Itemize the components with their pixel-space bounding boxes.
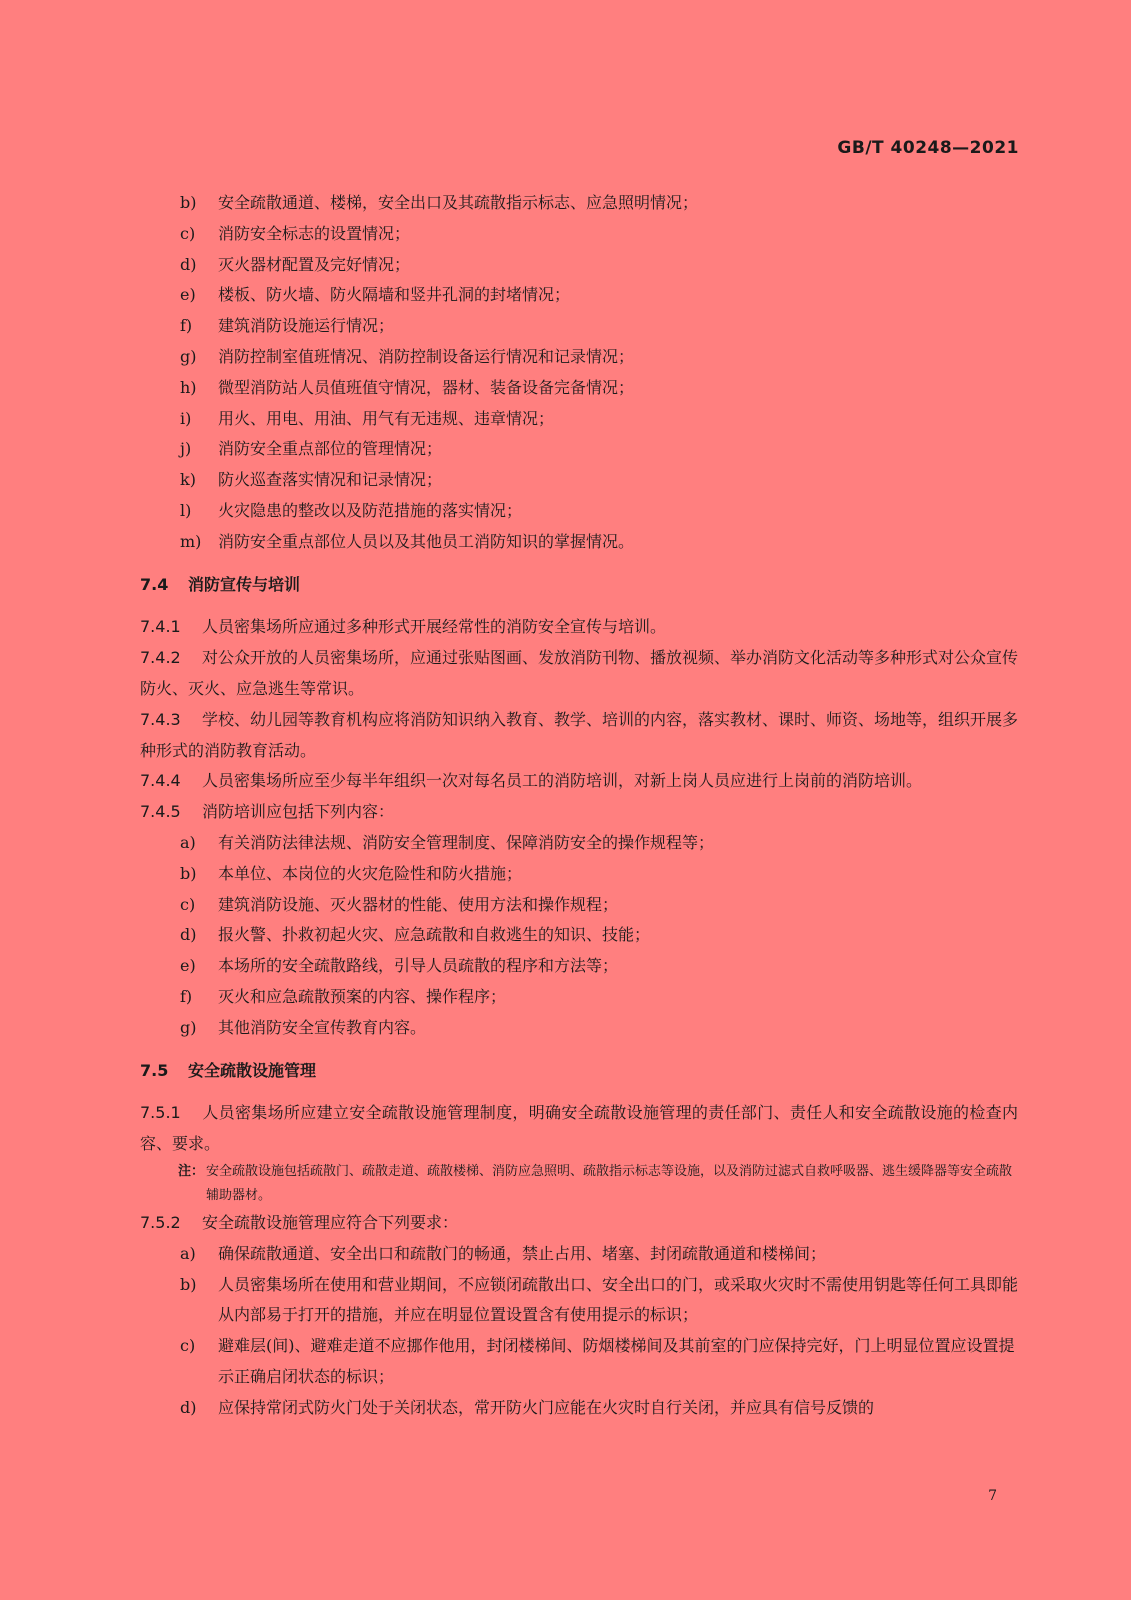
clause-7-5-2 (140, 1208, 1018, 1239)
list-text: 确保疏散通道、安全出口和疏散门的畅通，禁止占用、堵塞、封闭疏散通道和楼梯间； (218, 1243, 827, 1263)
list-item (140, 890, 1018, 921)
list-text: 报火警、扑救初起火灾、应急疏散和自救逃生的知识、技能； (218, 925, 651, 945)
list-item (140, 1331, 1018, 1393)
list-marker: a) (180, 1243, 196, 1263)
list-text: 建筑消防设施、灭火器材的性能、使用方法和操作规程； (218, 894, 619, 914)
list-item (140, 982, 1018, 1013)
clause-text: 学校、幼儿园等教育机构应将消防知识纳入教育、教学、培训的内容，落实教材、课时、师资、场地等，组织开展多种形式的消防教育活动。 (140, 709, 1019, 760)
list-item (140, 219, 1018, 250)
list-marker: c) (180, 894, 196, 914)
list-text: 用火、用电、用油、用气有无违规、违章情况； (218, 408, 555, 428)
list-text: 消防安全重点部位的管理情况； (218, 439, 443, 459)
section-heading-7-5 (140, 1056, 1018, 1087)
standard-code: GB/T 40248—2021 (837, 138, 1019, 158)
list-marker: a) (180, 832, 196, 852)
list-text: 避难层(间)、避难走道不应挪作他用，封闭楼梯间、防烟楼梯间及其前室的门应保持完好，门上明显位置应设置提示正确启闭状态的标识； (218, 1336, 1015, 1386)
clause-number: 7.4.1 (140, 617, 181, 637)
list-text: 楼板、防火墙、防火隔墙和竖井孔洞的封堵情况； (218, 285, 571, 305)
list-marker: d) (180, 254, 197, 274)
note-7-5-1 (140, 1160, 1018, 1208)
list-text: 灭火器材配置及完好情况； (218, 254, 411, 274)
list-text: 安全疏散通道、楼梯，安全出口及其疏散指示标志、应急照明情况； (218, 193, 699, 212)
list-item (140, 859, 1018, 890)
list-marker: d) (180, 925, 197, 945)
list-text: 消防控制室值班情况、消防控制设备运行情况和记录情况； (218, 346, 635, 366)
list-marker: b) (180, 1274, 197, 1294)
section-number: 7.5 (140, 1060, 169, 1080)
list-text: 人员密集场所在使用和营业期间，不应锁闭疏散出口、安全出口的门，或采取火灾时不需使用钥匙等任何工具即能从内部易于打开的措施，并应在明显位置设置含有使用提示的标识； (218, 1274, 1019, 1325)
list-item (140, 342, 1018, 373)
list-marker: b) (180, 863, 197, 883)
list-item (140, 527, 1018, 558)
list-item (140, 250, 1018, 281)
list-marker: f) (180, 986, 193, 1006)
section-title: 消防宣传与培训 (188, 574, 301, 594)
clause-text: 人员密集场所应至少每半年组织一次对每名员工的消防培训，对新上岗人员应进行上岗前的消防培训。 (202, 771, 923, 791)
clause-7-5-1 (140, 1098, 1018, 1160)
list-text: 灭火和应急疏散预案的内容、操作程序； (218, 986, 507, 1006)
clause-text: 安全疏散设施管理应符合下列要求： (202, 1212, 459, 1232)
list-item (140, 465, 1018, 496)
list-item (140, 373, 1018, 404)
list-marker: k) (180, 470, 196, 490)
evacuation-requirements-list (140, 1239, 1018, 1424)
note-label: 注： (178, 1163, 205, 1179)
list-item (140, 920, 1018, 951)
list-item (140, 311, 1018, 342)
page-number: 7 (988, 1488, 997, 1504)
list-text: 微型消防站人员值班值守情况，器材、装备设备完备情况； (218, 377, 635, 397)
list-marker: b) (180, 193, 197, 212)
list-item (140, 404, 1018, 435)
clause-number: 7.5.1 (140, 1103, 181, 1123)
clause-number: 7.4.2 (140, 648, 181, 668)
clause-7-4-1 (140, 612, 1018, 643)
list-marker: e) (180, 285, 196, 305)
clause-number: 7.4.4 (140, 771, 181, 791)
list-text: 消防安全标志的设置情况； (218, 223, 411, 243)
list-marker: e) (180, 956, 196, 976)
clause-7-4-4 (140, 766, 1018, 797)
list-item (140, 496, 1018, 527)
list-marker: j) (180, 439, 192, 459)
clause-7-4-2 (140, 643, 1018, 705)
section-title: 安全疏散设施管理 (188, 1060, 317, 1080)
list-item (140, 280, 1018, 311)
clause-7-4-3 (140, 705, 1018, 767)
list-item (140, 828, 1018, 859)
list-marker: i) (180, 408, 192, 428)
clause-number: 7.5.2 (140, 1212, 181, 1232)
clause-7-4-5 (140, 797, 1018, 828)
list-marker: l) (180, 500, 192, 520)
list-text: 消防安全重点部位人员以及其他员工消防知识的掌握情况。 (218, 531, 635, 551)
list-text: 火灾隐患的整改以及防范措施的落实情况； (218, 500, 523, 520)
list-item (140, 1013, 1018, 1044)
list-marker: c) (180, 1336, 196, 1356)
list-text: 防火巡查落实情况和记录情况； (218, 470, 443, 490)
note-text: 安全疏散设施包括疏散门、疏散走道、疏散楼梯、消防应急照明、疏散指示标志等设施，以及消防过滤式自救呼吸器、逃生缓降器等安全疏散辅助器材。 (206, 1163, 1013, 1203)
clause-text: 对公众开放的人员密集场所，应通过张贴图画、发放消防刊物、播放视频、举办消防文化活动等多种形式对公众宣传防火、灭火、应急逃生等常识。 (140, 648, 1019, 698)
list-text: 其他消防安全宣传教育内容。 (218, 1017, 427, 1037)
list-marker: f) (180, 316, 193, 336)
list-marker: c) (180, 223, 196, 243)
training-list (140, 828, 1018, 1044)
list-text: 应保持常闭式防火门处于关闭状态，常开防火门应能在火灾时自行关闭，并应具有信号反馈的 (218, 1397, 875, 1417)
list-marker: g) (180, 346, 197, 366)
list-item (140, 1239, 1018, 1270)
clause-number: 7.4.5 (140, 802, 181, 822)
clause-text: 消防培训应包括下列内容： (202, 802, 395, 822)
section-number: 7.4 (140, 574, 169, 594)
list-marker: g) (180, 1017, 197, 1037)
list-marker: m) (180, 531, 202, 551)
page-content (140, 188, 1018, 1423)
section-heading-7-4 (140, 570, 1018, 601)
list-text: 本场所的安全疏散路线，引导人员疏散的程序和方法等； (218, 956, 619, 976)
list-item (140, 951, 1018, 982)
clause-text: 人员密集场所应建立安全疏散设施管理制度，明确安全疏散设施管理的责任部门、责任人和安全疏散设施的检查内容、要求。 (140, 1103, 1018, 1154)
list-text: 本单位、本岗位的火灾危险性和防火措施； (218, 863, 523, 883)
inspection-list (140, 188, 1018, 558)
list-item (140, 1270, 1018, 1332)
list-marker: d) (180, 1397, 197, 1417)
clause-text: 人员密集场所应通过多种形式开展经常性的消防安全宣传与培训。 (202, 617, 667, 637)
list-item (140, 188, 1018, 219)
list-item (140, 434, 1018, 465)
list-item (140, 1393, 1018, 1424)
list-text: 有关消防法律法规、消防安全管理制度、保障消防安全的操作规程等； (218, 832, 715, 852)
list-marker: h) (180, 377, 197, 397)
list-text: 建筑消防设施运行情况； (218, 316, 395, 336)
clause-number: 7.4.3 (140, 709, 181, 729)
